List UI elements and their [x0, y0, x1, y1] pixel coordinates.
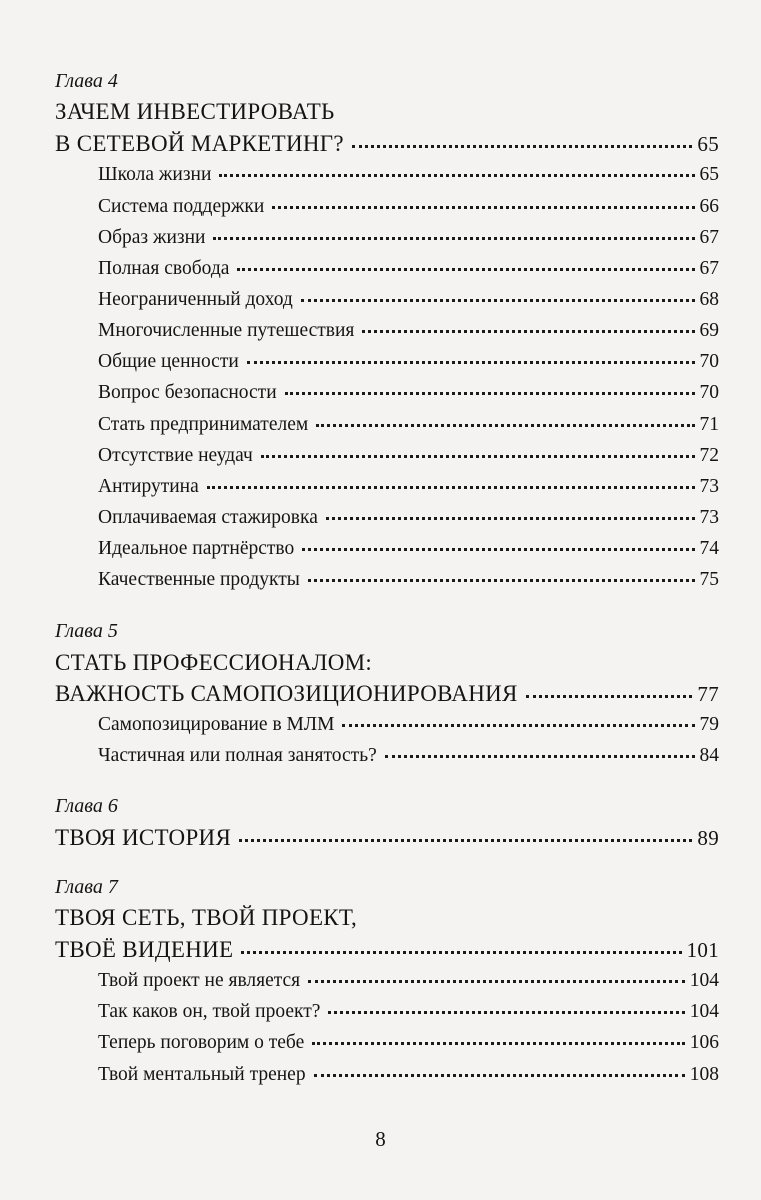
toc-row-chapter-7[interactable]	[55, 937, 719, 963]
page-ref: 68	[699, 289, 719, 310]
dot-leader	[213, 237, 694, 240]
toc-entry-title: Полная свобода	[98, 258, 230, 279]
toc-entry-title: Качественные продукты	[98, 569, 300, 590]
chapter-4-label: Глава 4	[55, 70, 118, 92]
dot-leader	[247, 361, 695, 364]
toc-entry-title: Образ жизни	[98, 227, 206, 248]
toc-row[interactable]	[98, 445, 719, 467]
page-ref: 79	[699, 714, 719, 735]
page-ref: 89	[697, 826, 719, 850]
toc-entry-title: Теперь поговорим о тебе	[98, 1032, 305, 1053]
dot-leader	[352, 145, 692, 148]
toc-entry-title: Вопрос безопасности	[98, 382, 277, 403]
page-ref: 101	[686, 938, 719, 962]
page-ref: 75	[699, 569, 719, 590]
page-ref: 65	[697, 132, 719, 156]
toc-entry-title: Многочисленные путешествия	[98, 320, 355, 341]
toc-entry-title: Твой ментальный тренер	[98, 1064, 306, 1085]
toc-row[interactable]	[98, 1064, 719, 1086]
dot-leader	[241, 951, 681, 954]
dot-leader	[342, 724, 694, 727]
page-ref: 65	[699, 164, 719, 185]
toc-entry-title: Оплачиваемая стажировка	[98, 507, 318, 528]
chapter-7-label: Глава 7	[55, 876, 118, 898]
dot-leader	[272, 206, 694, 209]
toc-entry-title: Школа жизни	[98, 164, 212, 185]
dot-leader	[285, 392, 695, 395]
toc-entry-title: Твой проект не является	[98, 970, 301, 991]
page-ref: 84	[699, 745, 719, 766]
dot-leader	[385, 755, 695, 758]
chapter-5-heading-line-2: ВАЖНОСТЬ САМОПОЗИЦИОНИРОВАНИЯ	[55, 681, 518, 706]
dot-leader	[328, 1011, 684, 1014]
dot-leader	[308, 980, 685, 983]
toc-row[interactable]	[98, 227, 719, 249]
toc-entry-title: Неограниченный доход	[98, 289, 293, 310]
dot-leader	[261, 455, 695, 458]
toc-row[interactable]	[98, 507, 719, 529]
toc-row-chapter-4[interactable]	[55, 131, 719, 157]
dot-leader	[219, 174, 694, 177]
toc-row[interactable]	[98, 289, 719, 311]
toc-entry-title: Частичная или полная занятость?	[98, 745, 377, 766]
toc-entry-title: Отсутствие неудач	[98, 445, 253, 466]
page-ref: 71	[699, 414, 719, 435]
toc-entry-title: Стать предпринимателем	[98, 414, 309, 435]
dot-leader	[526, 695, 693, 698]
dot-leader	[362, 330, 694, 333]
toc-row[interactable]	[98, 1001, 719, 1023]
page-ref: 70	[699, 382, 719, 403]
chapter-5-heading-line-1: СТАТЬ ПРОФЕССИОНАЛОМ:	[55, 650, 373, 675]
page-ref: 77	[697, 682, 719, 706]
toc-entry-title: Идеальное партнёрство	[98, 538, 295, 559]
toc-entry-title: Самопозицирование в МЛМ	[98, 714, 335, 735]
toc-row[interactable]	[98, 164, 719, 186]
toc-row[interactable]	[98, 970, 719, 992]
dot-leader	[308, 579, 695, 582]
toc-row[interactable]	[98, 745, 719, 767]
toc-row[interactable]	[98, 320, 719, 342]
dot-leader	[314, 1074, 685, 1077]
page-ref: 73	[699, 476, 719, 497]
chapter-5-label: Глава 5	[55, 620, 118, 642]
chapter-7-heading-line-2: ТВОЁ ВИДЕНИЕ	[55, 937, 234, 962]
toc-row-chapter-6[interactable]	[55, 825, 719, 851]
page-ref: 70	[699, 351, 719, 372]
page-ref: 104	[689, 970, 719, 991]
toc-row[interactable]	[98, 414, 719, 436]
dot-leader	[326, 517, 695, 520]
page-ref: 67	[699, 258, 719, 279]
toc-row[interactable]	[98, 258, 719, 280]
page-ref: 106	[689, 1032, 719, 1053]
dot-leader	[302, 548, 694, 551]
chapter-4-heading-line-2: В СЕТЕВОЙ МАРКЕТИНГ?	[55, 131, 344, 156]
dot-leader	[207, 486, 695, 489]
page-ref: 67	[699, 227, 719, 248]
page-ref: 108	[689, 1064, 719, 1085]
chapter-6-label: Глава 6	[55, 795, 118, 817]
toc-entry-title: Система поддержки	[98, 196, 265, 217]
page-ref: 72	[699, 445, 719, 466]
toc-row[interactable]	[98, 1032, 719, 1054]
toc-row[interactable]	[98, 538, 719, 560]
dot-leader	[301, 299, 695, 302]
page-ref: 104	[689, 1001, 719, 1022]
dot-leader	[316, 424, 694, 427]
page-number: 8	[375, 1127, 386, 1151]
toc-row-chapter-5[interactable]	[55, 681, 719, 707]
page-ref: 74	[699, 538, 719, 559]
toc-entry-title: Общие ценности	[98, 351, 239, 372]
page-ref: 73	[699, 507, 719, 528]
toc-entry-title: Антирутина	[98, 476, 199, 497]
dot-leader	[312, 1042, 685, 1045]
toc-row[interactable]	[98, 351, 719, 373]
toc-row[interactable]	[98, 196, 719, 218]
toc-entry-title: Так каков он, твой проект?	[98, 1001, 321, 1022]
chapter-6-heading: ТВОЯ ИСТОРИЯ	[55, 825, 232, 850]
dot-leader	[239, 839, 692, 842]
toc-row[interactable]	[98, 569, 719, 591]
toc-row[interactable]	[98, 476, 719, 498]
page-ref: 66	[699, 196, 719, 217]
dot-leader	[237, 268, 694, 271]
chapter-7-heading-line-1: ТВОЯ СЕТЬ, ТВОЙ ПРОЕКТ,	[55, 905, 358, 930]
toc-row[interactable]	[98, 382, 719, 404]
page-ref: 69	[699, 320, 719, 341]
chapter-4-heading-line-1: ЗАЧЕМ ИНВЕСТИРОВАТЬ	[55, 99, 335, 124]
toc-row[interactable]	[98, 714, 719, 736]
